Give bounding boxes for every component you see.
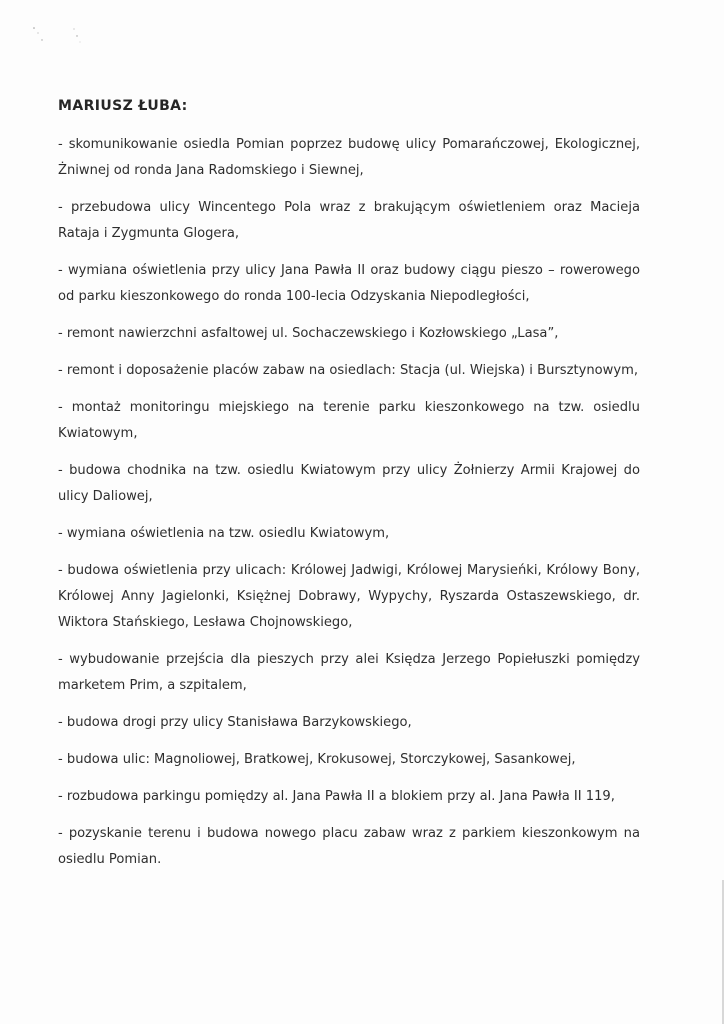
list-item: - pozyskanie terenu i budowa nowego placu zabaw wraz z parkiem kieszonkowym na osiedlu Pomian.: [58, 826, 640, 867]
list-item: - wymiana oświetlenia na tzw. osiedlu Kwiatowym,: [58, 526, 390, 541]
list-item: - wymiana oświetlenia przy ulicy Jana Pawła II oraz budowy ciągu pieszo – rowerowego od parku kieszonkowego do ronda 100-lecia Odzyskania Niepodległości,: [58, 263, 640, 304]
list-item: - budowa oświetlenia przy ulicach: Królowej Jadwigi, Królowej Marysieńki, Królowy Bony, Królowej Anny Jagielonki, Księżnej Dobrawy, Wypychy, Ryszarda Ostaszewskiego, dr. Wiktora Stańskiego, Lesława Chojnowskiego,: [58, 563, 640, 630]
list-item: - remont nawierzchni asfaltowej ul. Sochaczewskiego i Kozłowskiego „Lasa”,: [58, 326, 559, 341]
list-item: - skomunikowanie osiedla Pomian poprzez budowę ulicy Pomarańczowej, Ekologicznej, Żniwnej od ronda Jana Radomskiego i Siewnej,: [58, 137, 640, 178]
list-item: - przebudowa ulicy Wincentego Pola wraz z brakującym oświetleniem oraz Macieja Rataja i Zygmunta Glogera,: [58, 200, 640, 241]
investment-list: [58, 132, 640, 873]
list-item: - rozbudowa parkingu pomiędzy al. Jana Pawła II a blokiem przy al. Jana Pawła II 119,: [58, 789, 615, 804]
document-heading: MARIUSZ ŁUBA:: [58, 98, 188, 114]
list-item: - budowa chodnika na tzw. osiedlu Kwiatowym przy ulicy Żołnierzy Armii Krajowej do ulicy Daliowej,: [58, 463, 640, 504]
list-item: - wybudowanie przejścia dla pieszych przy alei Księdza Jerzego Popiełuszki pomiędzy marketem Prim, a szpitalem,: [58, 652, 640, 693]
list-item: - remont i doposażenie placów zabaw na osiedlach: Stacja (ul. Wiejska) i Bursztynowym,: [58, 363, 639, 378]
list-item: - budowa ulic: Magnoliowej, Bratkowej, Krokusowej, Storczykowej, Sasankowej,: [58, 752, 576, 767]
scan-specks: [30, 22, 90, 52]
list-item: - budowa drogi przy ulicy Stanisława Barzykowskiego,: [58, 715, 412, 730]
list-item: - montaż monitoringu miejskiego na terenie parku kieszonkowego na tzw. osiedlu Kwiatowym,: [58, 400, 640, 441]
document-body: [58, 98, 640, 884]
